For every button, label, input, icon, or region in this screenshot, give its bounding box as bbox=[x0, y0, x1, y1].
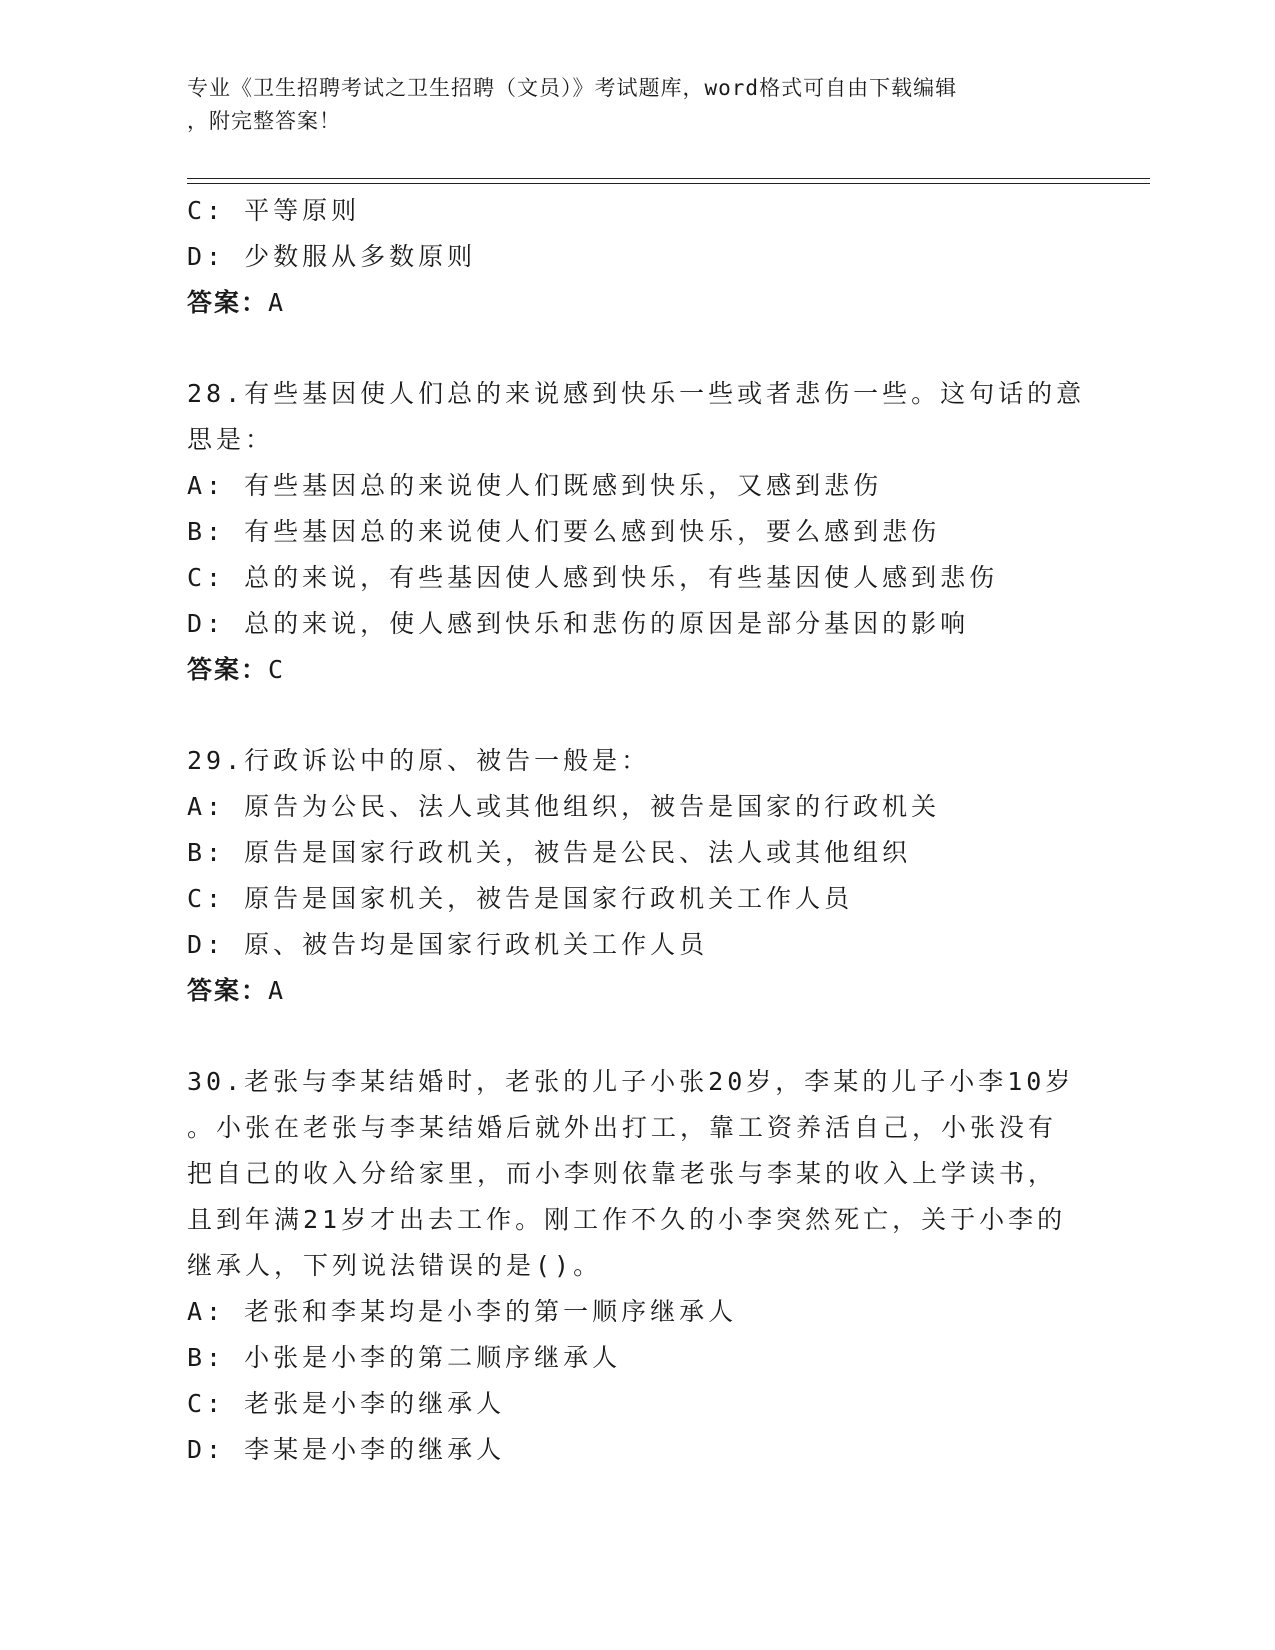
option-b: B: 有些基因总的来说使人们要么感到快乐，要么感到悲伤 bbox=[187, 517, 941, 546]
answer-line bbox=[187, 647, 1087, 693]
option-d: D: 原、被告均是国家行政机关工作人员 bbox=[187, 930, 709, 959]
question-stem: 继承人，下列说法错误的是()。 bbox=[187, 1251, 603, 1280]
question-stem: 28.有些基因使人们总的来说感到快乐一些或者悲伤一些。这句话的意 bbox=[187, 379, 1086, 408]
question-30 bbox=[187, 1059, 1087, 1473]
question-29 bbox=[187, 738, 1087, 1014]
answer-value: A bbox=[268, 288, 286, 317]
question-list bbox=[187, 188, 1087, 1473]
option-d: D: 少数服从多数原则 bbox=[187, 242, 477, 271]
option-a: A: 有些基因总的来说使人们既感到快乐，又感到悲伤 bbox=[187, 471, 883, 500]
question-28 bbox=[187, 371, 1087, 693]
option-d: D: 总的来说，使人感到快乐和悲伤的原因是部分基因的影响 bbox=[187, 609, 970, 638]
option-c: C: 原告是国家机关，被告是国家行政机关工作人员 bbox=[187, 884, 854, 913]
header-divider-top bbox=[187, 178, 1150, 179]
question-stem: 30.老张与李某结婚时，老张的儿子小张20岁，李某的儿子小李10岁 bbox=[187, 1067, 1075, 1096]
option-d: D: 李某是小李的继承人 bbox=[187, 1435, 506, 1464]
answer-line bbox=[187, 280, 1087, 326]
answer-label: 答案： bbox=[187, 655, 269, 684]
question-stem: 且到年满21岁才出去工作。刚工作不久的小李突然死亡，关于小李的 bbox=[187, 1205, 1067, 1234]
header-title-line: 专业《卫生招聘考试之卫生招聘（文员）》考试题库，word格式可自由下载编辑 bbox=[187, 76, 958, 100]
answer-label: 答案： bbox=[187, 976, 269, 1005]
option-a: A: 老张和李某均是小李的第一顺序继承人 bbox=[187, 1297, 738, 1326]
option-b: B: 原告是国家行政机关，被告是公民、法人或其他组织 bbox=[187, 838, 912, 867]
option-c: C: 平等原则 bbox=[187, 196, 361, 225]
option-b: B: 小张是小李的第二顺序继承人 bbox=[187, 1343, 622, 1372]
question-stem: 29.行政诉讼中的原、被告一般是： bbox=[187, 746, 651, 775]
header-divider-bottom bbox=[187, 183, 1150, 184]
answer-label: 答案： bbox=[187, 288, 269, 317]
answer-value: C bbox=[268, 655, 286, 684]
question-stem: 。小张在老张与李某结婚后就外出打工，靠工资养活自己，小张没有 bbox=[187, 1113, 1058, 1142]
question-stem: 把自己的收入分给家里，而小李则依靠老张与李某的收入上学读书， bbox=[187, 1159, 1058, 1188]
answer-line bbox=[187, 968, 1087, 1014]
page-header bbox=[187, 72, 1067, 138]
question-stem: 思是： bbox=[187, 425, 275, 454]
answer-value: A bbox=[268, 976, 286, 1005]
option-a: A: 原告为公民、法人或其他组织，被告是国家的行政机关 bbox=[187, 792, 941, 821]
option-c: C: 老张是小李的继承人 bbox=[187, 1389, 506, 1418]
option-c: C: 总的来说，有些基因使人感到快乐，有些基因使人感到悲伤 bbox=[187, 563, 999, 592]
header-title-continuation: ，附完整答案！ bbox=[187, 109, 341, 133]
